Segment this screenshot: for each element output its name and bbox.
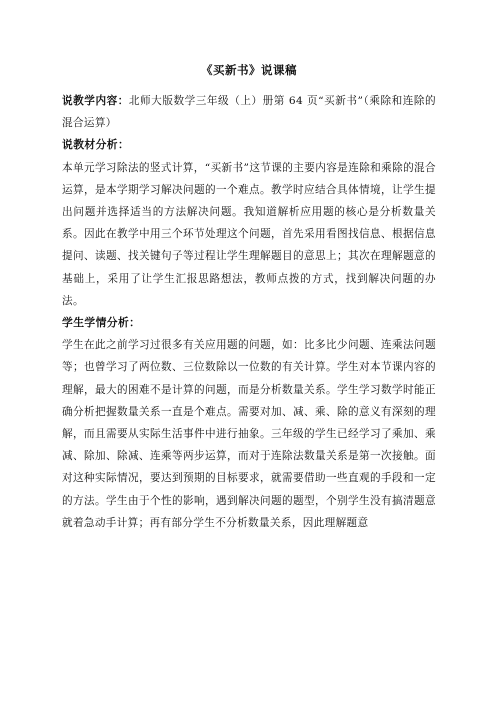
student-analysis-text: 学生在此之前学习过很多有关应用题的问题，如：比多比少问题、连乘法问题等；也曾学习了两位数、三位数除以一位数的有关计算。学生对本节课内容的理解，最大的困难不是计算的问题，而是分析数量关系。学生学习数学时能正确分析把握数量关系一直是个难点。需要对加、减、乘、除的意义有深刻的理解，而且需要从实际生活事件中进行抽象。三年级的学生已经学习了乘加、乘减、除加、除减、连乘等两步运算，而对于连除法数量关系是第一次接触。面对这种实际情况，要达到预期的目标要求，就需要借助一些直观的手段和一定的方法。学生由于个性的影响，遇到解决问题的题型，个别学生没有搞清题意就着急动手计算；再有部分学生不分析数量关系，因此理解题意 — [62, 339, 436, 529]
document-page — [62, 62, 436, 534]
student-analysis-heading: 学生学情分析： — [62, 316, 141, 330]
teaching-content-label: 说教学内容： — [62, 95, 129, 107]
teaching-content-text: 北师大版数学三年级（上）册第 64 页“买新书”（乘除和连除的混合运算） — [62, 95, 436, 130]
teaching-content-paragraph — [62, 90, 436, 134]
material-analysis-text: 本单元学习除法的竖式计算，“买新书”这节课的主要内容是连除和乘除的混合运算，是本学期学习解决问题的一个难点。教学时应结合具体情境，让学生提出问题并选择适当的方法解决问题。我知道解析应用题的核心是分析数量关系。因此在教学中用三个环节处理这个问题，首先采用看图找信息、根据信息提问、读题、找关键句子等过程让学生理解题目的意思上；其次在理解题意的基础上，采用了让学生汇报思路想法，教师点拨的方式，找到解决问题的办法。 — [62, 161, 436, 307]
document-title: 《买新书》说课稿 — [201, 63, 297, 77]
material-analysis-heading: 说教材分析： — [62, 138, 130, 152]
